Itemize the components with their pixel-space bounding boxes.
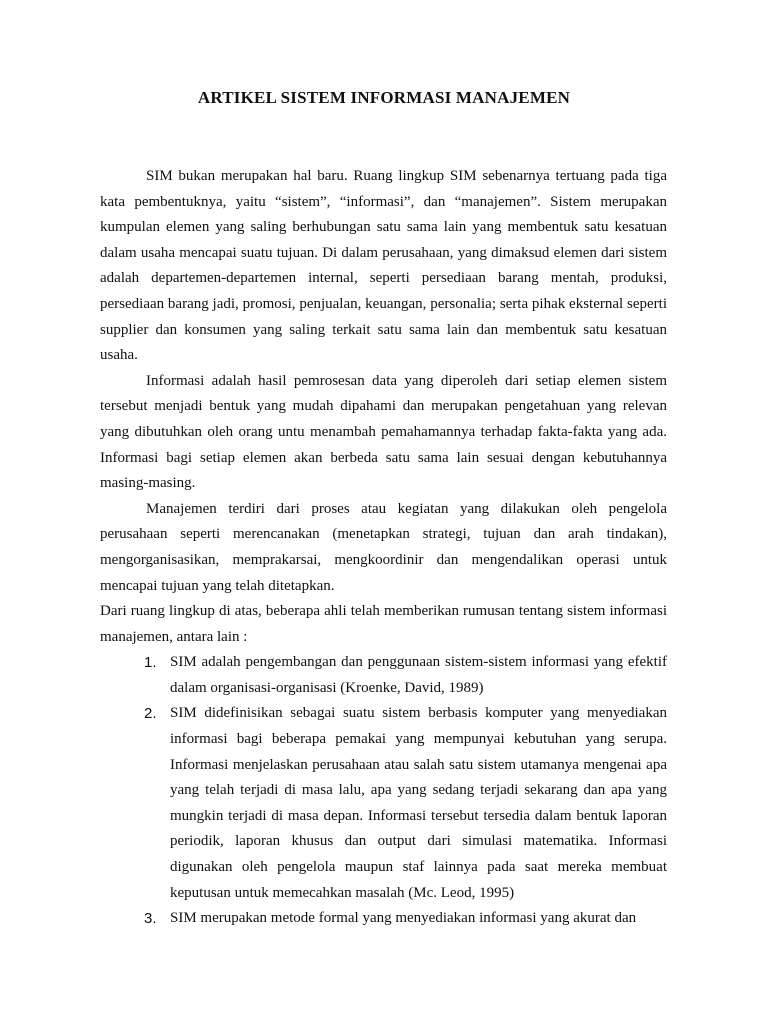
list-item-number: 2.: [144, 705, 157, 723]
list-item: [100, 650, 667, 701]
list-item-text: SIM merupakan metode formal yang menyediakan informasi yang akurat dan: [170, 910, 637, 927]
paragraph-sim-intro: SIM bukan merupakan hal baru. Ruang lingkup SIM sebenarnya tertuang pada tiga kata pembentuknya, yaitu “sistem”, “informasi”, dan “manajemen”. Sistem merupakan kumpulan elemen yang saling berhubungan satu sama lain yang membentuk satu kesatuan dalam usaha mencapai suatu tujuan. Di dalam perusahaan, yang dimaksud elemen dari sistem adalah departemen-departemen internal, seperti persediaan barang mentah, produksi, persediaan barang jadi, promosi, penjualan, keuangan, personalia; serta pihak eksternal seperti supplier dan konsumen yang saling terkait satu sama lain dan membentuk satu kesatuan usaha.: [100, 168, 667, 364]
paragraph-definitions-intro: Dari ruang lingkup di atas, beberapa ahli telah memberikan rumusan tentang sistem informasi manajemen, antara lain :: [100, 603, 667, 645]
document-body: [100, 164, 667, 932]
list-item: [100, 701, 667, 906]
paragraph-manajemen: Manajemen terdiri dari proses atau kegiatan yang dilakukan oleh pengelola perusahaan seperti merencanakan (menetapkan strategi, tujuan dan arah tindakan), mengorganisasikan, memprakarsai, mengkoordinir dan mengendalikan operasi untuk mencapai tujuan yang telah ditetapkan.: [100, 500, 667, 594]
definitions-list: [100, 650, 667, 932]
list-item-text: SIM didefinisikan sebagai suatu sistem berbasis komputer yang menyediakan informasi bagi beberapa pemakai yang mempunyai kebutuhan yang serupa. Informasi menjelaskan perusahaan atau salah satu sistem utamanya mengenai apa yang telah terjadi di masa lalu, apa yang sedang terjadi sekarang dan apa yang mungkin terjadi di masa depan. Informasi tersebut tersedia dalam bentuk laporan periodik, laporan khusus dan output dari simulasi matematika. Informasi digunakan oleh pengelola maupun staf lainnya pada saat mereka membuat keputusan untuk memecahkan masalah (Mc. Leod, 1995): [170, 705, 667, 901]
paragraph-informasi: Informasi adalah hasil pemrosesan data yang diperoleh dari setiap elemen sistem tersebut menjadi bentuk yang mudah dipahami dan merupakan pengetahuan yang relevan yang dibutuhkan oleh orang untu menambah pemahamannya terhadap fakta-fakta yang ada. Informasi bagi setiap elemen akan berbeda satu sama lain sesuai dengan kebutuhannya masing-masing.: [100, 372, 667, 492]
list-item-text: SIM adalah pengembangan dan penggunaan sistem-sistem informasi yang efektif dalam organisasi-organisasi (Kroenke, David, 1989): [170, 654, 667, 696]
list-item-number: 1.: [144, 654, 157, 672]
list-item: [100, 906, 667, 932]
document-title: ARTIKEL SISTEM INFORMASI MANAJEMEN: [197, 88, 571, 107]
list-item-number: 3.: [144, 910, 157, 928]
